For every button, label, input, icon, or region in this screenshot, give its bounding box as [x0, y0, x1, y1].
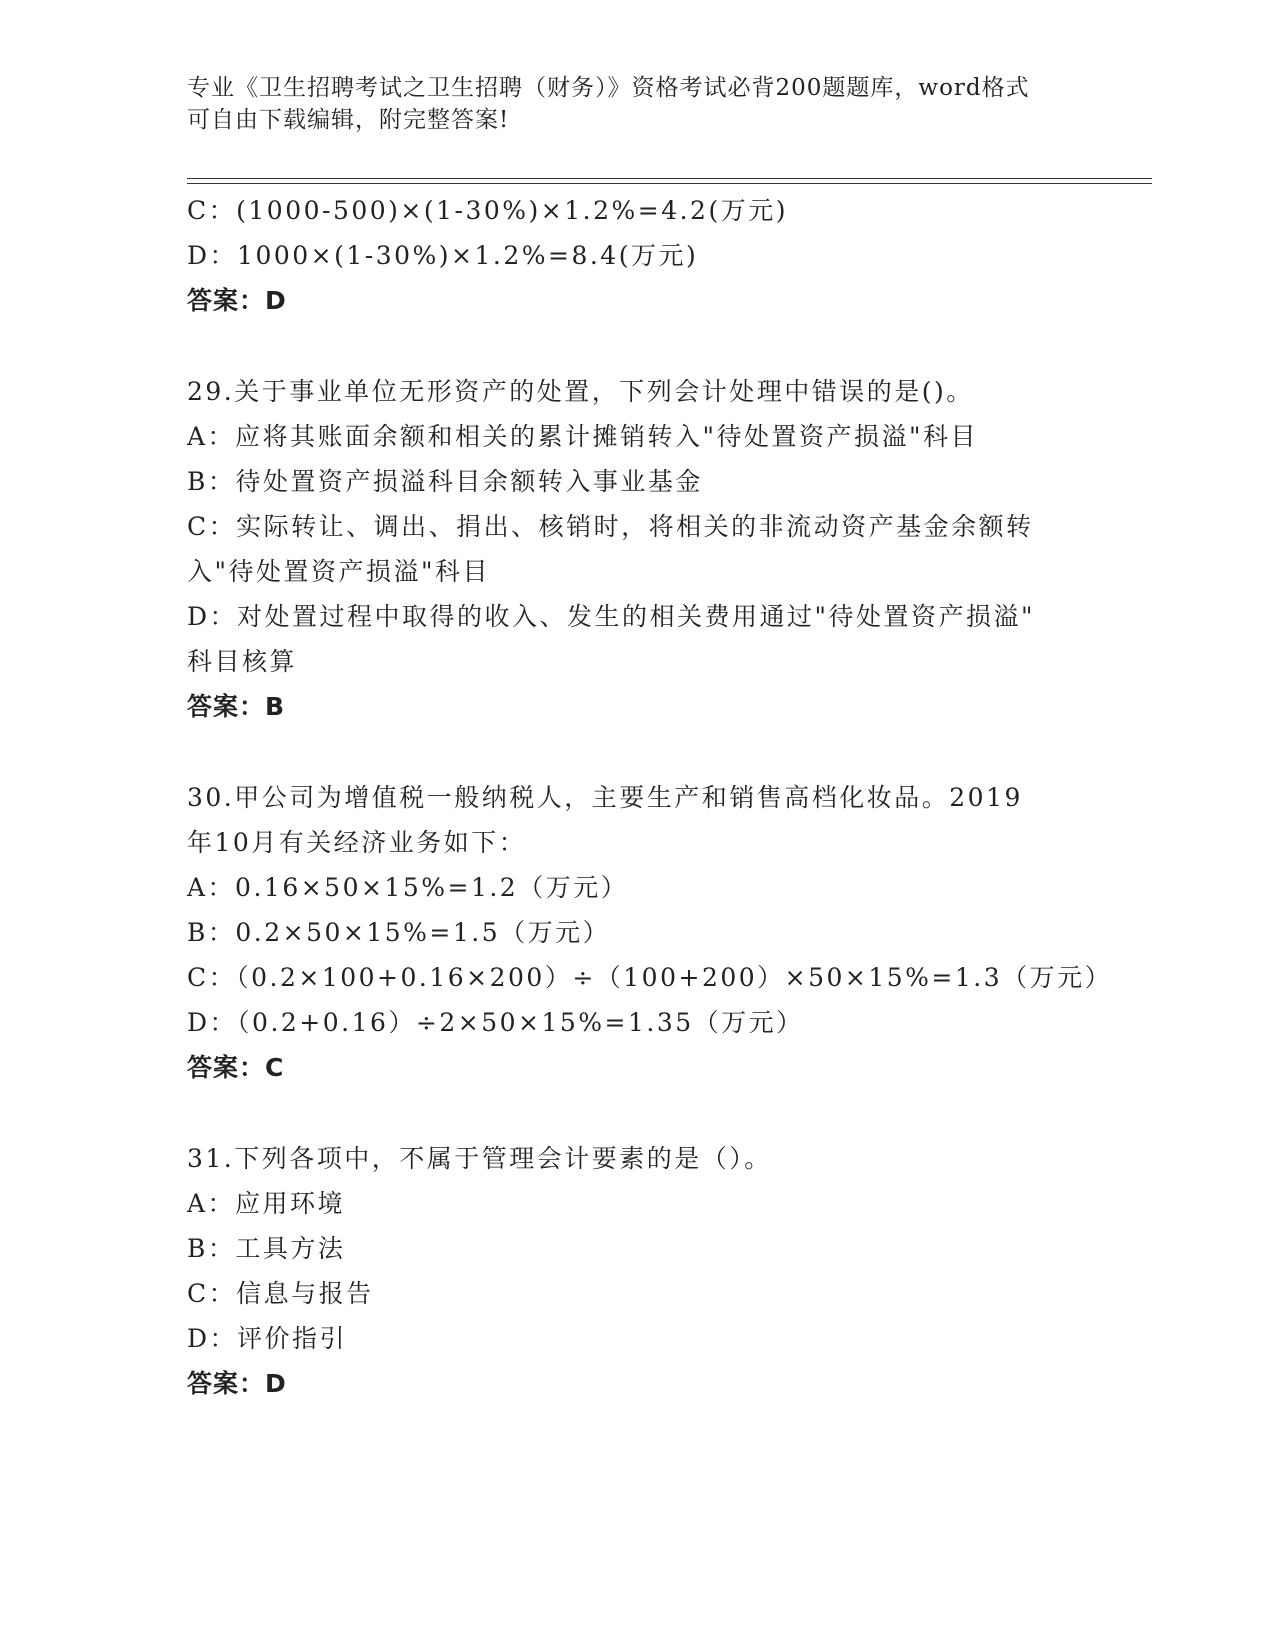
option-b: B：工具方法 [187, 1234, 346, 1263]
question-29 [187, 369, 1087, 729]
question-stem-continued: 年10月有关经济业务如下： [187, 828, 527, 857]
option-d: D：对处置过程中取得的收入、发生的相关费用通过"待处置资产损溢" [187, 602, 1036, 631]
spacer [187, 323, 1087, 369]
answer-line: 答案：D [187, 286, 287, 315]
option-a: A：应将其账面余额和相关的累计摊销转入"待处置资产损溢"科目 [187, 422, 979, 451]
header-title-line-2: 可自由下载编辑，附完整答案! [187, 107, 510, 133]
option-c-continued: 入"待处置资产损溢"科目 [187, 557, 490, 586]
option-b: B：0.2×50×15%=1.5（万元） [187, 918, 611, 947]
question-31 [187, 1136, 1087, 1406]
document-header [187, 72, 1087, 136]
option-c: C：实际转让、调出、捐出、核销时，将相关的非流动资产基金余额转 [187, 512, 1034, 541]
header-divider-top [187, 178, 1152, 179]
spacer [187, 729, 1087, 775]
option-d: D：（0.2+0.16）÷2×50×15%=1.35（万元） [187, 1008, 804, 1037]
option-d-continued: 科目核算 [187, 647, 298, 676]
question-28-continued [187, 188, 1087, 323]
option-a: A：0.16×50×15%=1.2（万元） [187, 873, 629, 902]
header-title-line-1: 专业《卫生招聘考试之卫生招聘（财务）》资格考试必背200题题库，word格式 [187, 75, 1030, 101]
option-c: C：信息与报告 [187, 1279, 374, 1308]
question-30 [187, 775, 1113, 1090]
option-a: A：应用环境 [187, 1189, 346, 1218]
option-d: D：1000×(1-30%)×1.2%=8.4(万元) [187, 241, 699, 270]
option-c: C：（0.2×100+0.16×200）÷（100+200）×50×15%=1.3（万元） [187, 963, 1113, 992]
spacer [187, 1090, 1087, 1136]
answer-line: 答案：B [187, 692, 286, 721]
header-divider-bottom [187, 183, 1152, 184]
question-stem: 30.甲公司为增值税一般纳税人，主要生产和销售高档化妆品。2019 [187, 783, 1023, 812]
question-stem: 31.下列各项中，不属于管理会计要素的是（）。 [187, 1144, 772, 1173]
question-stem: 29.关于事业单位无形资产的处置，下列会计处理中错误的是()。 [187, 377, 974, 406]
document-body [187, 188, 1113, 1406]
answer-line: 答案：D [187, 1369, 287, 1398]
option-b: B：待处置资产损溢科目余额转入事业基金 [187, 467, 703, 496]
option-d: D：评价指引 [187, 1324, 348, 1353]
option-c: C：(1000-500)×(1-30%)×1.2%=4.2(万元) [187, 196, 788, 225]
answer-line: 答案：C [187, 1053, 285, 1082]
